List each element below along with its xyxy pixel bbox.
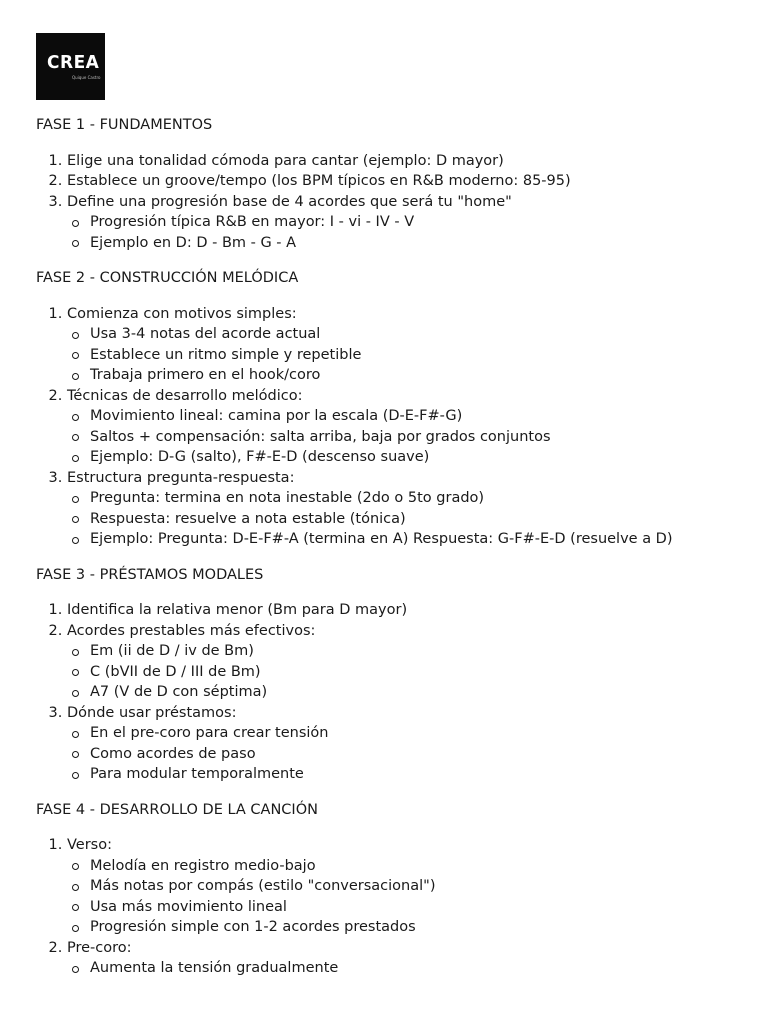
sub-list — [67, 406, 736, 468]
sub-list — [67, 324, 736, 386]
sub-list-item: En el pre-coro para crear tensión — [90, 723, 736, 744]
sub-list-item: Respuesta: resuelve a nota estable (tónica) — [90, 509, 736, 530]
sub-list-item: Como acordes de paso — [90, 744, 736, 765]
sub-list-item: Para modular temporalmente — [90, 764, 736, 785]
crea-logo — [36, 33, 105, 100]
list-item — [67, 192, 736, 254]
sub-list-item: Progresión típica R&B en mayor: I - vi - IV - V — [90, 212, 736, 233]
list-item — [67, 835, 736, 938]
sub-list-item: Ejemplo: Pregunta: D-E-F#-A (termina en A) Respuesta: G-F#-E-D (resuelve a D) — [90, 529, 736, 550]
list-item-text: Comienza con motivos simples: — [67, 305, 297, 322]
sub-list — [67, 958, 736, 979]
phase-title: FASE 3 - PRÉSTAMOS MODALES — [36, 566, 264, 583]
logo-wordmark: CREA — [47, 52, 100, 74]
sub-list-item: Establece un ritmo simple y repetible — [90, 345, 736, 366]
list-item — [67, 938, 736, 979]
numbered-list — [36, 151, 736, 254]
list-item — [67, 386, 736, 468]
numbered-list — [36, 304, 736, 550]
list-item-text: Estructura pregunta-respuesta: — [67, 469, 295, 486]
sub-list-item: Más notas por compás (estilo "conversacional") — [90, 876, 736, 897]
sub-list-item: Saltos + compensación: salta arriba, baja por grados conjuntos — [90, 427, 736, 448]
phase-title: FASE 1 - FUNDAMENTOS — [36, 117, 213, 133]
sub-list-item: Em (ii de D / iv de Bm) — [90, 641, 736, 662]
list-item-text: Elige una tonalidad cómoda para cantar (ejemplo: D mayor) — [67, 152, 504, 169]
list-item — [67, 304, 736, 386]
list-item-text: Dónde usar préstamos: — [67, 704, 237, 721]
sub-list — [67, 488, 736, 550]
sub-list-item: Progresión simple con 1-2 acordes prestados — [90, 917, 736, 938]
sub-list-item: Aumenta la tensión gradualmente — [90, 958, 736, 979]
sub-list — [67, 641, 736, 703]
list-item-text: Establece un groove/tempo (los BPM típicos en R&B moderno: 85-95) — [67, 173, 571, 189]
sub-list-item: A7 (V de D con séptima) — [90, 682, 736, 703]
document-body — [36, 115, 736, 979]
list-item — [67, 621, 736, 703]
list-item-text: Define una progresión base de 4 acordes que será tu "home" — [67, 193, 512, 210]
list-item — [67, 468, 736, 550]
list-item — [67, 600, 736, 621]
sub-list-item: Movimiento lineal: camina por la escala (D-E-F#-G) — [90, 406, 736, 427]
sub-list-item: Pregunta: termina en nota inestable (2do o 5to grado) — [90, 488, 736, 509]
list-item-text: Acordes prestables más efectivos: — [67, 622, 316, 639]
list-item — [67, 171, 736, 192]
list-item-text: Identifica la relativa menor (Bm para D mayor) — [67, 602, 408, 618]
sub-list-item: C (bVII de D / III de Bm) — [90, 662, 736, 683]
phase-title: FASE 4 - DESARROLLO DE LA CANCIÓN — [36, 801, 318, 818]
list-item — [67, 151, 736, 172]
logo-tagline: Quique Castro — [72, 75, 101, 80]
numbered-list — [36, 600, 736, 785]
phase-title: FASE 2 - CONSTRUCCIÓN MELÓDICA — [36, 270, 299, 286]
sub-list — [67, 212, 736, 253]
list-item — [67, 703, 736, 785]
list-item-text: Verso: — [67, 837, 112, 853]
sub-list-item: Ejemplo en D: D - Bm - G - A — [90, 233, 736, 254]
sub-list-item: Usa más movimiento lineal — [90, 897, 736, 918]
sub-list-item: Usa 3-4 notas del acorde actual — [90, 324, 736, 345]
sub-list — [67, 856, 736, 938]
sub-list-item: Trabaja primero en el hook/coro — [90, 365, 736, 386]
list-item-text: Técnicas de desarrollo melódico: — [67, 387, 303, 404]
sub-list-item: Ejemplo: D-G (salto), F#-E-D (descenso suave) — [90, 447, 736, 468]
sub-list-item: Melodía en registro medio-bajo — [90, 856, 736, 877]
list-item-text: Pre-coro: — [67, 939, 132, 956]
numbered-list — [36, 835, 736, 979]
sub-list — [67, 723, 736, 785]
